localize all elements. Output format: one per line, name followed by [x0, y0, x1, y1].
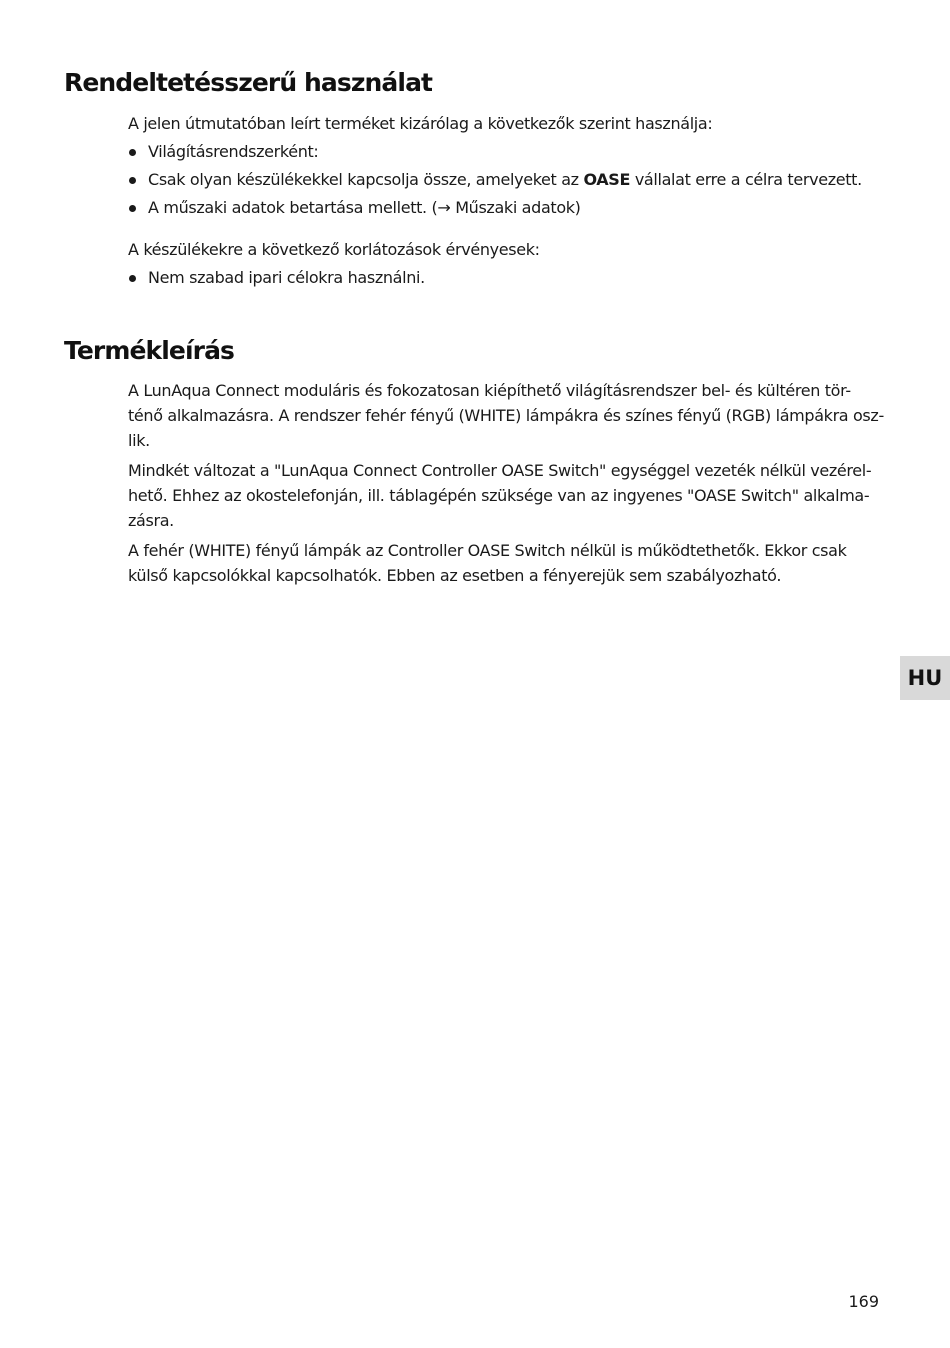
paragraph	[128, 538, 880, 588]
section-title-intended-use: Rendeltetésszerű használat	[64, 68, 433, 97]
product-description-body	[128, 378, 884, 588]
page-number: 169	[848, 1292, 879, 1311]
paragraph-line: lik.	[128, 431, 150, 450]
brand-name: OASE	[583, 170, 631, 189]
language-tab: HU	[900, 656, 950, 700]
bullet-text: Csak olyan készülékekkel kapcsolja össze, amelyeket az	[148, 170, 579, 189]
paragraph-line: zásra.	[128, 511, 174, 530]
paragraph	[128, 378, 884, 453]
restriction-bullet: Nem szabad ipari célokra használni.	[128, 265, 880, 290]
paragraph-line: ténő alkalmazásra. A rendszer fehér fényű (WHITE) lámpákra és színes fényű (RGB) lámpákra osz-	[128, 406, 884, 425]
paragraph	[128, 458, 880, 533]
paragraph-line: Mindkét változat a "LunAqua Connect Controller OASE Switch" egységgel vezeték nélkül vezérel-	[128, 461, 872, 480]
intended-use-intro: A jelen útmutatóban leírt terméket kizárólag a következők szerint használja:	[128, 114, 713, 133]
intended-use-body	[128, 111, 880, 290]
intended-use-bullet	[128, 167, 880, 192]
paragraph-line: külső kapcsolókkal kapcsolhatók. Ebben az esetben a fényerejük sem szabályozható.	[128, 566, 782, 585]
paragraph-line: A fehér (WHITE) fényű lámpák az Controller OASE Switch nélkül is működtethetők. Ekkor csak	[128, 541, 847, 560]
paragraph-line: A LunAqua Connect moduláris és fokozatosan kiépíthető világításrendszer bel- és kültéren tör-	[128, 381, 851, 400]
intended-use-bullet: Világításrendszerként:	[128, 139, 880, 164]
bullet-text: vállalat erre a célra tervezett.	[634, 170, 862, 189]
paragraph-line: hető. Ehhez az okostelefonján, ill. táblagépén szüksége van az ingyenes "OASE Switch" alkalma-	[128, 486, 870, 505]
restrictions-intro: A készülékekre a következő korlátozások érvényesek:	[128, 240, 540, 259]
intended-use-bullet: A műszaki adatok betartása mellett. (→ Műszaki adatok)	[128, 195, 880, 220]
section-title-product-description: Termékleírás	[64, 336, 235, 365]
